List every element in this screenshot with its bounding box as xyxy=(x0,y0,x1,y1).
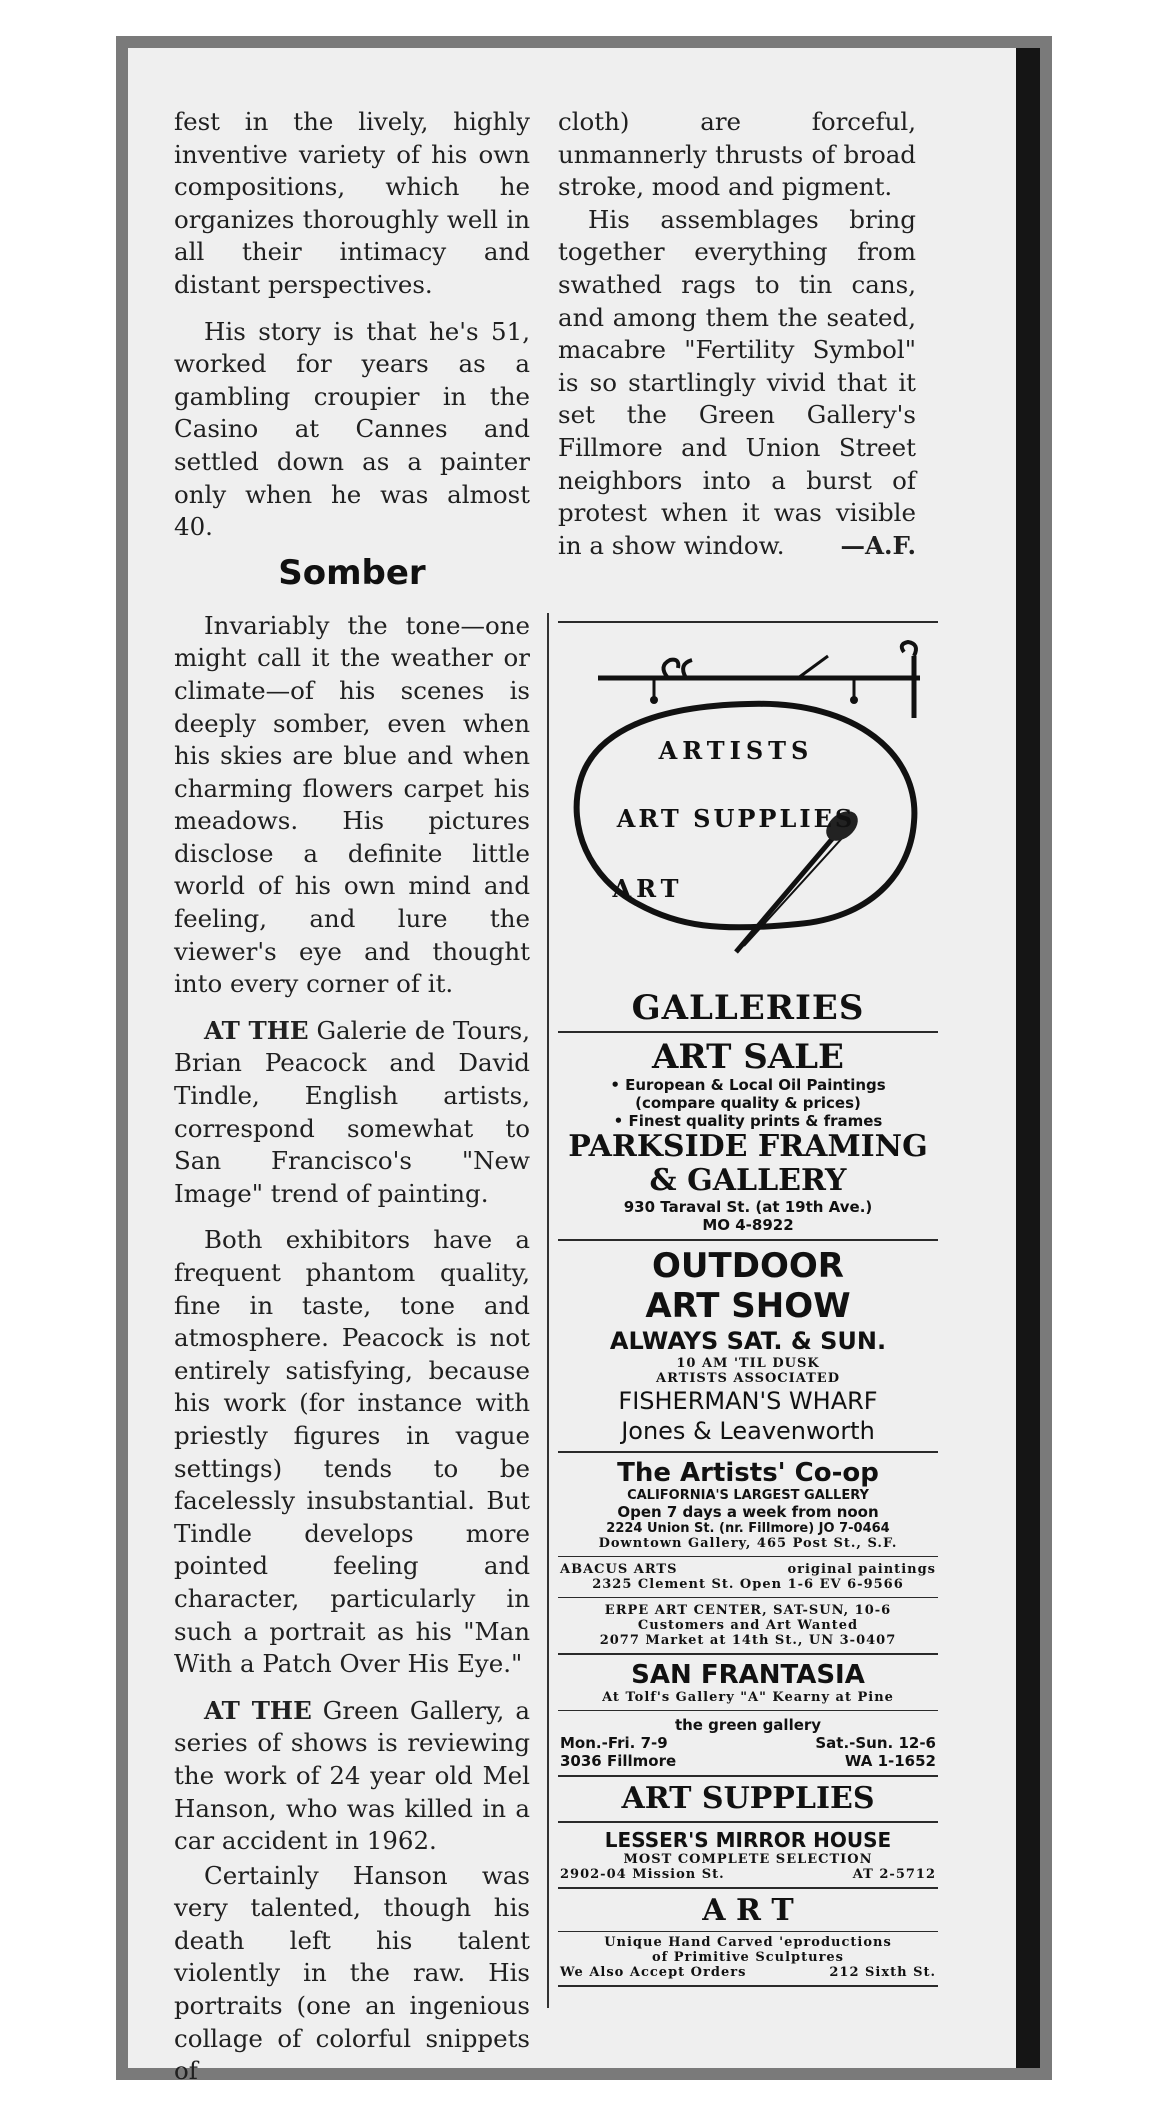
ad-line: Downtown Gallery, 465 Post St., S.F. xyxy=(598,1536,898,1551)
article-column-left xyxy=(174,106,530,2102)
paragraph-text: His assemblages bring together everything from swathed rags to tin cans, and among them the seated, macabre "Fertility Symbol" is so startlingly vivid that it set the Green Gallery's Fillmore and Union Street neighbors into a burst of protest when it was visible in a show window. xyxy=(558,204,916,560)
sign-line: ART SUPPLIES xyxy=(616,804,856,833)
ad-line: FISHERMAN'S WHARF xyxy=(618,1387,878,1415)
ad-line: We Also Accept Orders xyxy=(560,1965,747,1980)
ad-name: ABACUS ARTS xyxy=(560,1562,678,1577)
ad-phone: WA 1-1652 xyxy=(844,1752,936,1770)
paragraph: Both exhibitors have a frequent phantom quality, fine in taste, tone and atmosphere. Peacock is not entirely satisfying, because his work (for instance with priestly figures in vague settings) tends to be facelessly insubstantial. But Tindle develops more pointed feeling and character, particularly in such a portrait as his "Man With a Patch Over His Eye." xyxy=(174,1225,530,1679)
ad-headline: LESSER'S MIRROR HOUSE xyxy=(604,1828,892,1852)
paragraph xyxy=(174,1015,530,1211)
ad-row xyxy=(558,1734,938,1752)
paragraph xyxy=(174,1695,530,1858)
ad-line: MOST COMPLETE SELECTION xyxy=(623,1852,873,1867)
ad-line: Jones & Leavenworth xyxy=(621,1417,875,1445)
ad-line: Unique Hand Carved 'eproductions xyxy=(604,1935,892,1950)
ad-address: 2902-04 Mission St. xyxy=(560,1867,725,1882)
ad-line: 2325 Clement St. Open 1-6 EV 6-9566 xyxy=(592,1577,904,1592)
paragraph: His story is that he's 51, worked for years as a gambling croupier in the Casino at Cannes and settled down as a painter only when he was almost 40. xyxy=(174,316,530,542)
paragraph-text: Green Gallery, a series of shows is reviewing the work of 24 year old Mel Hanson, who was killed in a car accident in 1962. xyxy=(174,1695,531,1856)
ad-line: At Tolf's Gallery "A" Kearny at Pine xyxy=(602,1690,894,1705)
divider xyxy=(558,1775,938,1777)
gallery-sign-ad xyxy=(558,626,938,986)
ad-headline: the green gallery xyxy=(674,1716,822,1734)
ad-line: original paintings xyxy=(787,1562,936,1577)
ad-headline: A R T xyxy=(702,1893,794,1928)
ad-line: 2077 Market at 14th St., UN 3-0407 xyxy=(599,1633,897,1648)
coop-ad xyxy=(558,1456,938,1553)
sign-line: ART xyxy=(612,874,684,903)
divider xyxy=(558,1653,938,1655)
ad-headline: ART SHOW xyxy=(645,1286,851,1326)
divider xyxy=(558,1931,938,1932)
ad-row xyxy=(558,1752,938,1770)
ad-address: 212 Sixth St. xyxy=(829,1965,936,1980)
ad-line: ARTISTS ASSOCIATED xyxy=(656,1371,840,1386)
column-divider xyxy=(547,613,549,2008)
classified-ads xyxy=(558,618,938,1990)
ad-line: 10 AM 'TIL DUSK xyxy=(676,1356,820,1371)
ad-headline: The Artists' Co-op xyxy=(617,1458,879,1488)
ad-line: ALWAYS SAT. & SUN. xyxy=(609,1327,887,1355)
erpe-ad xyxy=(558,1601,938,1650)
paragraph: Invariably the tone—one might call it the weather or climate—of his scenes is deeply somber, even when his skies are blue and when charming flowers carpet his meadows. His pictures disclose a definite little world of his own mind and feeling, and lure the viewer's eye and thought into every corner of it. xyxy=(174,610,530,999)
ad-phone: MO 4-8922 xyxy=(702,1216,794,1234)
paragraph: fest in the lively, highly inventive variety of his own compositions, which he organizes thoroughly well in all their intimacy and distant perspectives. xyxy=(174,107,530,299)
newspaper-clipping xyxy=(128,48,1040,2086)
divider xyxy=(558,1451,938,1453)
ad-headline: ART SUPPLIES xyxy=(621,1781,875,1816)
paragraph: Certainly Hanson was very talented, though his death left his talent violently in the raw. His portraits (one an ingenious collage of colorful snippets of xyxy=(174,1860,530,2086)
ad-headline: OUTDOOR xyxy=(652,1246,844,1286)
ad-row xyxy=(558,1965,938,1980)
ad-line: ERPE ART CENTER, SAT-SUN, 10-6 xyxy=(604,1603,892,1618)
art-ad xyxy=(558,1892,938,1982)
abacus-ad xyxy=(558,1560,938,1594)
ad-headline: SAN FRANTASIA xyxy=(631,1660,865,1690)
paragraph: cloth) are forceful, unmannerly thrusts of broad stroke, mood and pigment. xyxy=(558,107,916,202)
divider xyxy=(558,1710,938,1711)
page-frame xyxy=(116,36,1052,2086)
frantasia-ad xyxy=(558,1658,938,1707)
section-title: GALLERIES xyxy=(631,988,865,1028)
byline: —A.F. xyxy=(840,530,916,560)
ad-row xyxy=(558,1867,938,1882)
divider xyxy=(558,1985,938,1987)
divider xyxy=(558,1556,938,1557)
article-column-right xyxy=(558,106,916,562)
ad-name: & GALLERY xyxy=(649,1163,847,1198)
scan-edge-bar xyxy=(1016,48,1040,2068)
ad-line: 2224 Union St. (nr. Fillmore) JO 7-0464 xyxy=(606,1521,890,1536)
sign-line: ARTISTS xyxy=(658,736,814,765)
paragraph-lead: AT THE xyxy=(204,1695,312,1725)
ad-line: CALIFORNIA'S LARGEST GALLERY xyxy=(627,1488,869,1503)
ad-address: 3036 Fillmore xyxy=(560,1752,677,1770)
green-gallery-ad xyxy=(558,1714,938,1772)
ad-row xyxy=(558,1562,938,1577)
ad-name: PARKSIDE FRAMING xyxy=(568,1129,928,1164)
ad-headline: ART SALE xyxy=(652,1037,844,1077)
divider xyxy=(558,1887,938,1889)
ad-line: Open 7 days a week from noon xyxy=(617,1503,879,1521)
divider xyxy=(558,1239,938,1241)
ad-line: Customers and Art Wanted xyxy=(637,1618,859,1633)
ad-line: Mon.-Fri. 7-9 xyxy=(560,1734,668,1752)
paragraph xyxy=(558,204,916,563)
paragraph-lead: AT THE xyxy=(204,1015,309,1045)
ad-line: Sat.-Sun. 12-6 xyxy=(815,1734,936,1752)
ad-phone: AT 2-5712 xyxy=(852,1867,936,1882)
paragraph-text: Galerie de Tours, Brian Peacock and David Tindle, English artists, correspond somewhat to San Francisco's "New Image" trend of painting. xyxy=(174,1015,530,1208)
divider xyxy=(558,1597,938,1598)
divider xyxy=(558,1031,938,1033)
subheading: Somber xyxy=(278,552,426,593)
ad-line: of Primitive Sculptures xyxy=(651,1950,845,1965)
ad-line: (compare quality & prices) xyxy=(635,1094,861,1112)
ad-address: 930 Taraval St. (at 19th Ave.) xyxy=(623,1198,873,1216)
divider xyxy=(558,621,938,623)
parkside-ad xyxy=(558,1036,938,1236)
art-supplies-ad xyxy=(558,1780,938,1818)
ad-line: • Finest quality prints & frames xyxy=(613,1112,883,1130)
ad-line: • European & Local Oil Paintings xyxy=(610,1076,886,1094)
lesser-ad xyxy=(558,1826,938,1884)
outdoor-show-ad xyxy=(558,1244,938,1448)
divider xyxy=(558,1821,938,1823)
